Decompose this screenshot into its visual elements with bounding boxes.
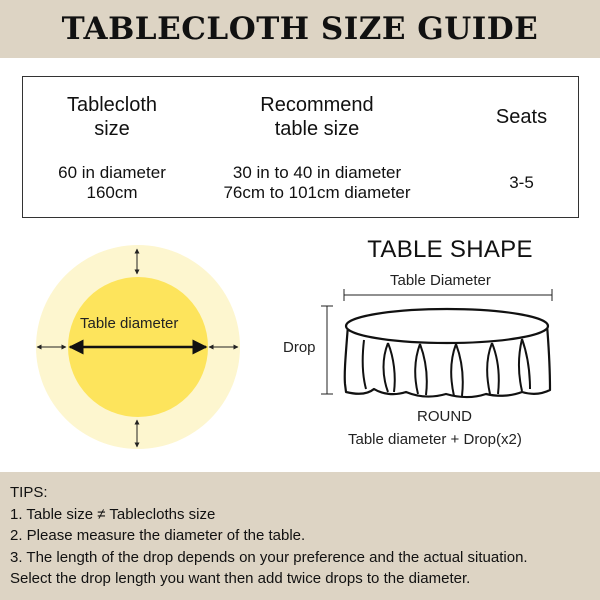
shape-name-label: ROUND [417,408,472,425]
tips-panel [0,472,600,600]
header-text-line: Recommend [260,94,374,116]
size-table [22,76,579,218]
header-seats [463,106,580,130]
cell-text-line: 3-5 [509,173,534,192]
title-banner [0,0,600,58]
header-recommend-table-size [201,94,433,141]
header-text-line: table size [274,117,360,140]
cell-table-size [201,163,433,203]
topview-svg [30,240,250,460]
cell-text-line: 60 in diameter [58,163,166,182]
cell-text-line: 160cm [86,183,138,203]
tip-line: 2. Please measure the diameter of the table. [10,527,306,544]
table-shape-title: TABLE SHAPE [367,236,533,263]
header-text-line: Seats [495,106,548,128]
tips-heading: TIPS: [10,484,48,501]
cell-tablecloth-size [23,163,201,203]
table-diameter-top-label: Table Diameter [390,272,491,289]
sideview-svg [270,232,600,462]
header-text-line: Tablecloth [66,94,158,116]
header-text-line: size [94,117,130,140]
table-diameter-label: Table diameter [80,315,179,332]
page-title: TABLECLOTH SIZE GUIDE [61,11,539,47]
table-shape-diagram [270,232,600,462]
formula-label: Table diameter + Drop(x2) [348,431,522,448]
tip-line: 3. The length of the drop depends on your preference and the actual situation. [10,548,528,566]
drop-label: Drop [283,339,316,356]
header-tablecloth-size [23,94,201,141]
tip-line: 1. Table size ≠ Tablecloths size [10,505,216,523]
cell-text-line: 76cm to 101cm diameter [223,183,411,203]
cell-seats [463,173,580,193]
tablecloth-topview-diagram [30,240,250,460]
tip-line: Select the drop length you want then add twice drops to the diameter. [10,570,471,587]
cell-text-line: 30 in to 40 in diameter [232,163,402,182]
